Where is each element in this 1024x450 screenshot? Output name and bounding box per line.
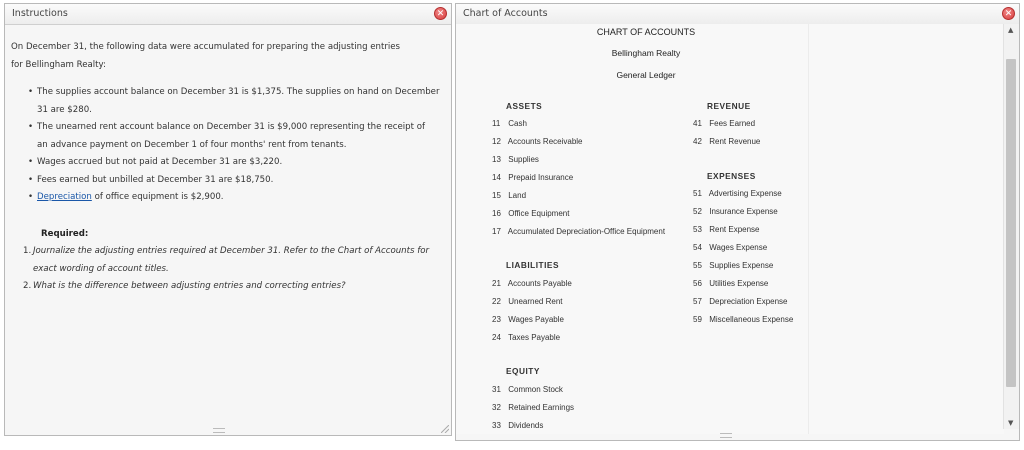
depreciation-text: of office equipment is $2,900. [91, 192, 224, 202]
chart-of-accounts-panel [455, 3, 1020, 441]
list-item: 13 Supplies [492, 155, 539, 164]
depreciation-link[interactable]: Depreciation [37, 192, 92, 202]
chart-title: CHART OF ACCOUNTS [596, 27, 696, 37]
chart-header [456, 4, 1019, 25]
list-item: • Wages accrued but not paid at December 31 are $3,220. [37, 154, 445, 172]
close-icon[interactable]: ✕ [1002, 7, 1015, 20]
list-item: 31 Common Stock [492, 385, 563, 394]
item-number: 2. [23, 281, 32, 291]
resize-handle[interactable] [720, 433, 732, 438]
intro-text: On December 31, the following data were accumulated for preparing the adjusting entries for Bellingham Realty: [11, 42, 401, 70]
assets-heading: ASSETS [506, 101, 543, 111]
list-item: 12 Accounts Receivable [492, 137, 583, 146]
company-name: Bellingham Realty [611, 48, 681, 58]
list-item: 57 Depreciation Expense [693, 297, 788, 306]
list-item [23, 278, 445, 296]
corner-resize-icon[interactable] [441, 425, 449, 433]
list-item: • Fees earned but unbilled at December 31 are $18,750. [37, 172, 445, 190]
list-item: 53 Rent Expense [693, 225, 760, 234]
expenses-heading: EXPENSES [707, 171, 756, 181]
list-item: 41 Fees Earned [693, 119, 756, 128]
instructions-header [5, 4, 451, 25]
close-icon[interactable]: ✕ [434, 7, 447, 20]
list-item: 59 Miscellaneous Expense [693, 315, 794, 324]
list-item: • The unearned rent account balance on December 31 is $9,000 representing the receipt of an advance payment on December 1 of four months' rent from tenants. [37, 119, 445, 154]
list-item [37, 189, 445, 207]
instructions-body [5, 25, 451, 296]
list-item: 52 Insurance Expense [693, 207, 778, 216]
scrollbar-thumb[interactable] [1006, 59, 1016, 387]
required-heading: Required: [41, 228, 89, 239]
item-text: Journalize the adjusting entries required at December 31. Refer to the Chart of Accounts for exact wording of account titles. [33, 246, 430, 274]
chart-body [456, 24, 1004, 434]
list-item: 15 Land [492, 191, 527, 200]
vertical-scrollbar[interactable] [1003, 24, 1019, 429]
revenue-heading: REVENUE [707, 101, 751, 111]
resize-handle[interactable] [213, 428, 225, 433]
ledger-name: General Ledger [616, 70, 676, 80]
list-item: 22 Unearned Rent [492, 297, 563, 306]
instructions-panel [4, 3, 452, 436]
item-text: What is the difference between adjusting entries and correcting entries? [33, 281, 346, 291]
list-item: 56 Utilities Expense [693, 279, 769, 288]
list-item: 55 Supplies Expense [693, 261, 774, 270]
item-number: 1. [23, 246, 32, 256]
list-item: 51 Advertising Expense [693, 189, 782, 198]
scroll-up-icon[interactable]: ▲ [1008, 26, 1014, 34]
list-item: 42 Rent Revenue [693, 137, 761, 146]
list-item: 21 Accounts Payable [492, 279, 572, 288]
data-list [11, 84, 445, 207]
list-item: 54 Wages Expense [693, 243, 768, 252]
list-item: 24 Taxes Payable [492, 333, 561, 342]
liabilities-heading: LIABILITIES [506, 260, 559, 270]
list-item: • The supplies account balance on December 31 is $1,375. The supplies on hand on December 31 are $280. [37, 84, 445, 119]
equity-heading: EQUITY [506, 366, 540, 376]
required-list [11, 243, 445, 296]
column-divider [808, 24, 809, 434]
instructions-title: Instructions [12, 8, 68, 19]
list-item: 33 Dividends [492, 421, 544, 430]
list-item: 14 Prepaid Insurance [492, 173, 574, 182]
list-item: 17 Accumulated Depreciation-Office Equipment [492, 227, 666, 236]
list-item: 16 Office Equipment [492, 209, 570, 218]
list-item [23, 243, 445, 278]
list-item: 32 Retained Earnings [492, 403, 575, 412]
list-item: 23 Wages Payable [492, 315, 564, 324]
scroll-down-icon[interactable]: ▼ [1008, 419, 1014, 427]
list-item: 11 Cash [492, 119, 527, 128]
chart-header-title: Chart of Accounts [463, 8, 548, 19]
